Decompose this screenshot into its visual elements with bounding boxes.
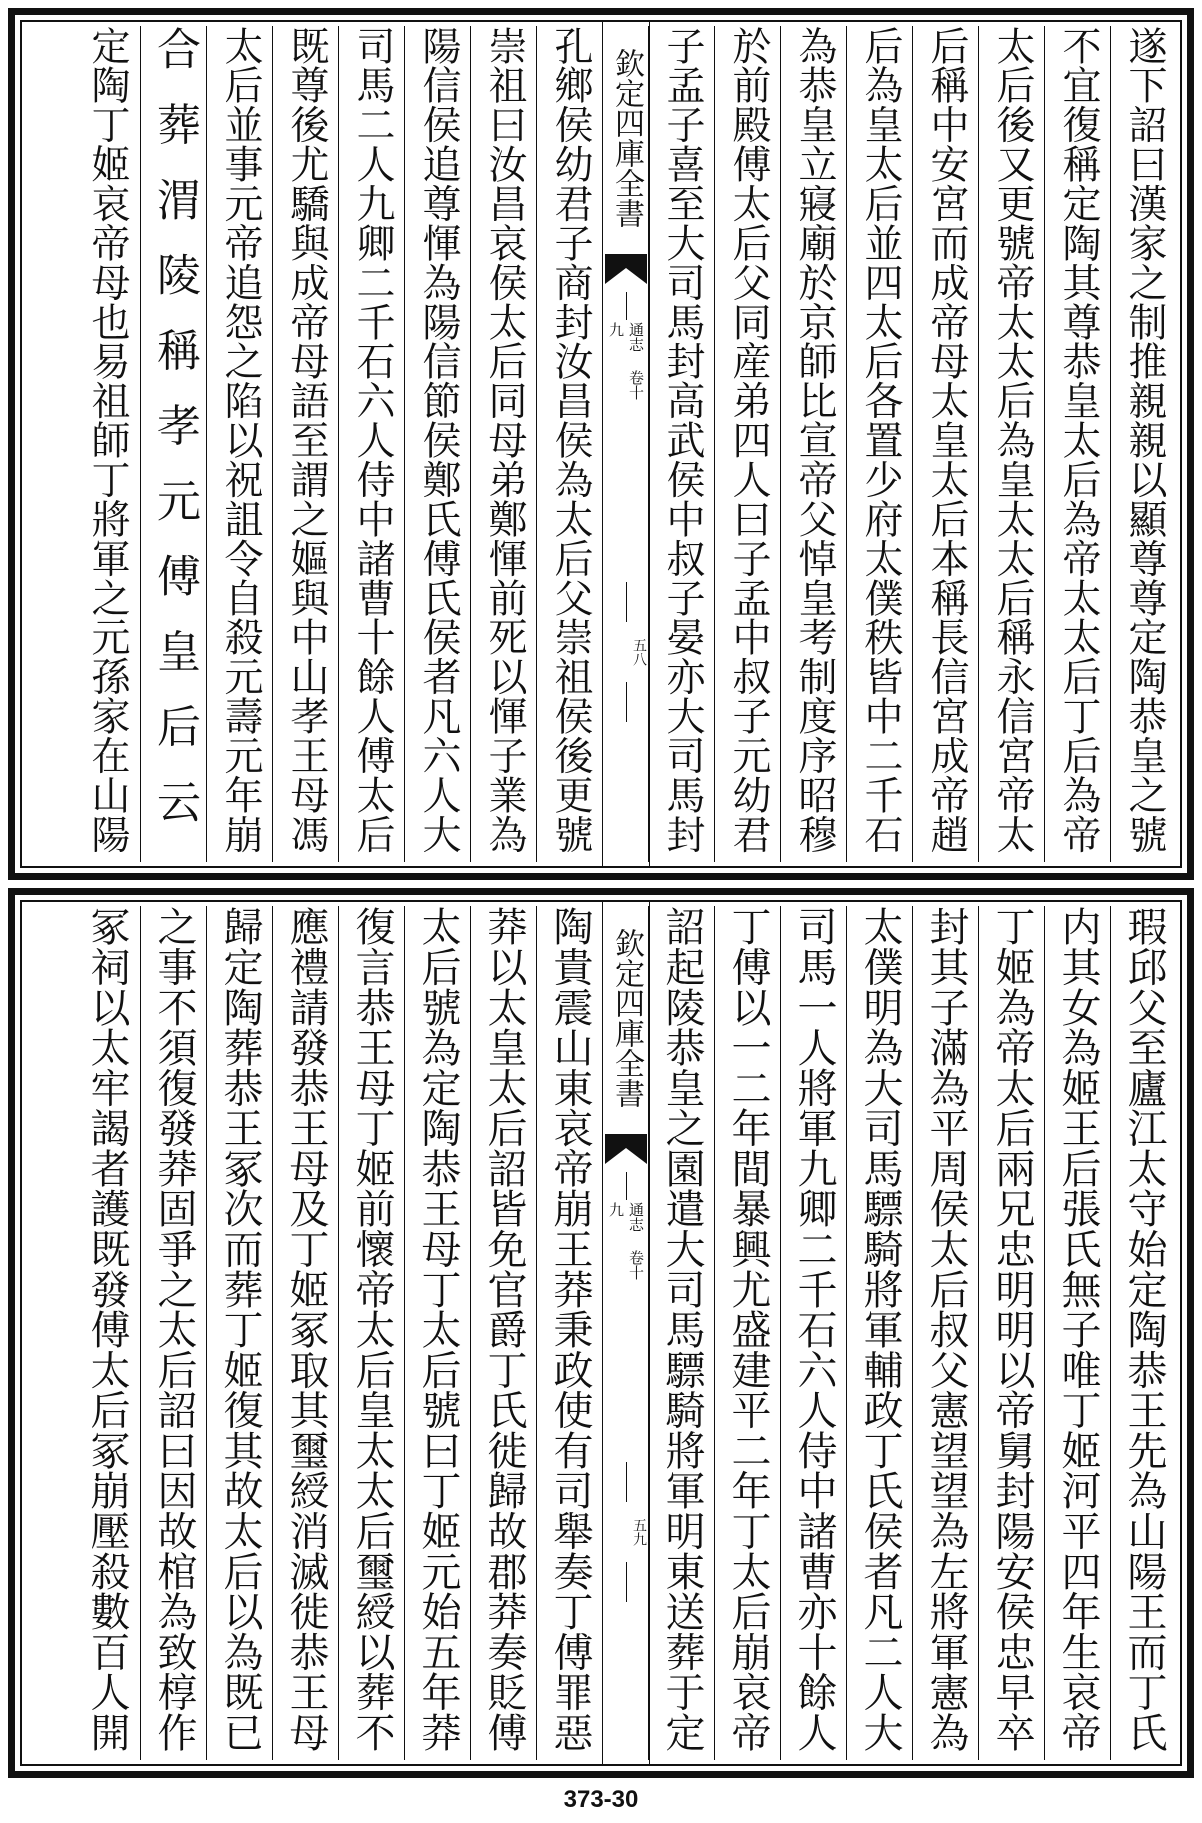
upper-center-spine — [602, 22, 650, 866]
page-footer-label: 373-30 — [563, 1786, 639, 1813]
lower-column-text: 冢祠以太牢謁者護既發傅太后冢崩壓殺數百人開 — [84, 906, 130, 1752]
lower-text-column-right-6 — [780, 906, 847, 1760]
lower-text-column-left-2 — [470, 906, 537, 1760]
lower-column-text: 歸定陶葬恭王冢次而葬丁姬復其故太后以為既已 — [217, 906, 263, 1752]
upper-text-column-left-5 — [272, 26, 339, 862]
lower-spine-volume: 通志 卷十九 — [607, 1202, 645, 1280]
lower-column-text: 之事不須復發莽固爭之太后詔曰因故棺為致椁作 — [151, 906, 197, 1752]
lower-spine-rule — [626, 1562, 627, 1602]
upper-column-text: 遂下詔曰漢家之制推親親以顯尊尊定陶恭皇之號 — [1122, 26, 1167, 854]
lower-column-text: 封其子滿為平周侯太后叔父憲望望為左將軍憲為 — [923, 906, 969, 1752]
upper-column-text: 子孟子喜至大司馬封高武侯中叔子晏亦大司馬封 — [660, 26, 705, 854]
upper-page-border — [20, 20, 1182, 868]
lower-spine-rule — [626, 1172, 627, 1200]
lower-text-column-left-6 — [206, 906, 273, 1760]
lower-column-text: 應禮請發恭王母及丁姬冢取其璽綬消滅徙恭王母 — [283, 906, 329, 1752]
upper-spine-rule — [626, 682, 627, 722]
upper-spine-title: 欽定四庫全書 — [609, 48, 644, 228]
upper-spine-volume: 通志 卷十九 — [607, 322, 645, 400]
upper-text-column-right-5 — [846, 26, 913, 862]
lower-column-text: 莽以太皇太后詔皆免官爵丁氏徙歸故郡莽奏貶傅 — [481, 906, 527, 1752]
upper-column-text: 太后後又更號帝太太后為皇太太后稱永信宮帝太 — [990, 26, 1035, 854]
upper-column-text: 合葬渭陵稱孝元傅皇后云 — [149, 26, 200, 854]
upper-spine-rule — [626, 582, 627, 622]
upper-text-column-right-3 — [978, 26, 1045, 862]
lower-column-text: 内其女為姬王后張氏無子唯丁姬河平四年生哀帝 — [1055, 906, 1101, 1752]
upper-text-column-left-3 — [404, 26, 471, 862]
lower-text-column-left-4 — [338, 906, 405, 1760]
lower-text-column-left-1 — [536, 906, 603, 1760]
lower-column-text: 復言恭王母丁姬前懷帝太后皇太太后璽綬以葬不 — [349, 906, 395, 1752]
upper-column-text: 於前殿傅太后父同産弟四人曰子孟中叔子元幼君 — [726, 26, 771, 854]
upper-text-column-right-4 — [912, 26, 979, 862]
upper-text-column-left-2 — [470, 26, 537, 862]
upper-page-panel — [8, 8, 1194, 880]
lower-column-text: 司馬一人將軍九卿二千石六人侍中諸曹亦十餘人 — [791, 906, 837, 1752]
lower-page-border — [20, 900, 1182, 1766]
lower-page-panel — [8, 888, 1194, 1778]
fish-tail-mark-icon — [605, 1134, 647, 1164]
upper-column-text: 司馬二人九卿二千石六人侍中諸曹十餘人傅太后 — [350, 26, 395, 854]
lower-column-text: 詔起陵恭皇之園遣大司馬驃騎將軍明東送葬于定 — [659, 906, 705, 1752]
upper-text-column-right-2 — [1044, 26, 1111, 862]
lower-text-column-right-4 — [912, 906, 979, 1760]
lower-text-column-right-7 — [714, 906, 781, 1760]
lower-text-column-left-5 — [272, 906, 339, 1760]
upper-column-text: 太后並事元帝追怨之陷以祝詛令自殺元壽元年崩 — [218, 26, 263, 854]
lower-column-text: 丁傅以一二年間暴興尤盛建平二年丁太后崩哀帝 — [725, 906, 771, 1752]
lower-column-text: 丁姬為帝太后兩兄忠明明以帝舅封陽安侯忠早卒 — [989, 906, 1035, 1752]
lower-text-column-right-1 — [1110, 906, 1177, 1760]
upper-text-column-right-7 — [714, 26, 781, 862]
upper-text-column-left-1 — [536, 26, 603, 862]
lower-column-text: 陶貴震山東哀帝崩王莽秉政使有司舉奏丁傅罪惡 — [547, 906, 593, 1752]
upper-text-column-left-4 — [338, 26, 405, 862]
fish-tail-mark-icon — [605, 254, 647, 284]
upper-spine-page-number: 五八 — [631, 638, 647, 666]
upper-column-text: 既尊後尤驕與成帝母語至謂之嫗與中山孝王母馮 — [284, 26, 329, 854]
lower-column-text: 太后號為定陶恭王母丁太后號曰丁姬元始五年莽 — [415, 906, 461, 1752]
lower-spine-page-number: 五九 — [631, 1518, 647, 1546]
lower-text-column-left-3 — [404, 906, 471, 1760]
upper-text-column-right-1 — [1110, 26, 1177, 862]
upper-column-text: 不宜復稱定陶其尊恭皇太后為帝太太后丁后為帝 — [1056, 26, 1101, 854]
lower-text-column-left-7 — [140, 906, 207, 1760]
upper-text-column-left-6 — [206, 26, 273, 862]
lower-text-column-right-8 — [648, 906, 715, 1760]
lower-text-column-left-8 — [74, 906, 140, 1760]
lower-column-text: 太僕明為大司馬驃騎將軍輔政丁氏侯者凡二人大 — [857, 906, 903, 1752]
lower-text-column-right-5 — [846, 906, 913, 1760]
upper-text-column-right-8 — [648, 26, 715, 862]
lower-text-column-right-2 — [1044, 906, 1111, 1760]
upper-text-column-left-8 — [74, 26, 140, 862]
upper-column-text: 孔鄉侯幼君子商封汝昌侯為太后父崇祖侯後更號 — [548, 26, 593, 854]
upper-column-text: 崇祖曰汝昌哀侯太后同母弟鄭惲前死以惲子業為 — [482, 26, 527, 854]
upper-column-text: 為恭皇立寢廟於京師比宣帝父悼皇考制度序昭穆 — [792, 26, 837, 854]
lower-column-text: 瑕邱父至廬江太守始定陶恭王先為山陽王而丁氏 — [1121, 906, 1167, 1752]
lower-center-spine — [602, 902, 650, 1764]
lower-spine-rule — [626, 1462, 627, 1502]
lower-spine-title: 欽定四庫全書 — [609, 928, 644, 1108]
upper-text-column-right-6 — [780, 26, 847, 862]
upper-column-text: 后稱中安宮而成帝母太皇太后本稱長信宮成帝趙 — [924, 26, 969, 854]
upper-text-column-left-7 — [140, 26, 207, 862]
lower-text-column-right-3 — [978, 906, 1045, 1760]
upper-column-text: 后為皇太后並四太后各置少府太僕秩皆中二千石 — [858, 26, 903, 854]
upper-spine-rule — [626, 292, 627, 320]
upper-column-text: 定陶丁姬哀帝母也易祖師丁將軍之元孫家在山陽 — [85, 26, 130, 854]
upper-column-text: 陽信侯追尊惲為陽信節侯鄭氏傅氏侯者凡六人大 — [416, 26, 461, 854]
